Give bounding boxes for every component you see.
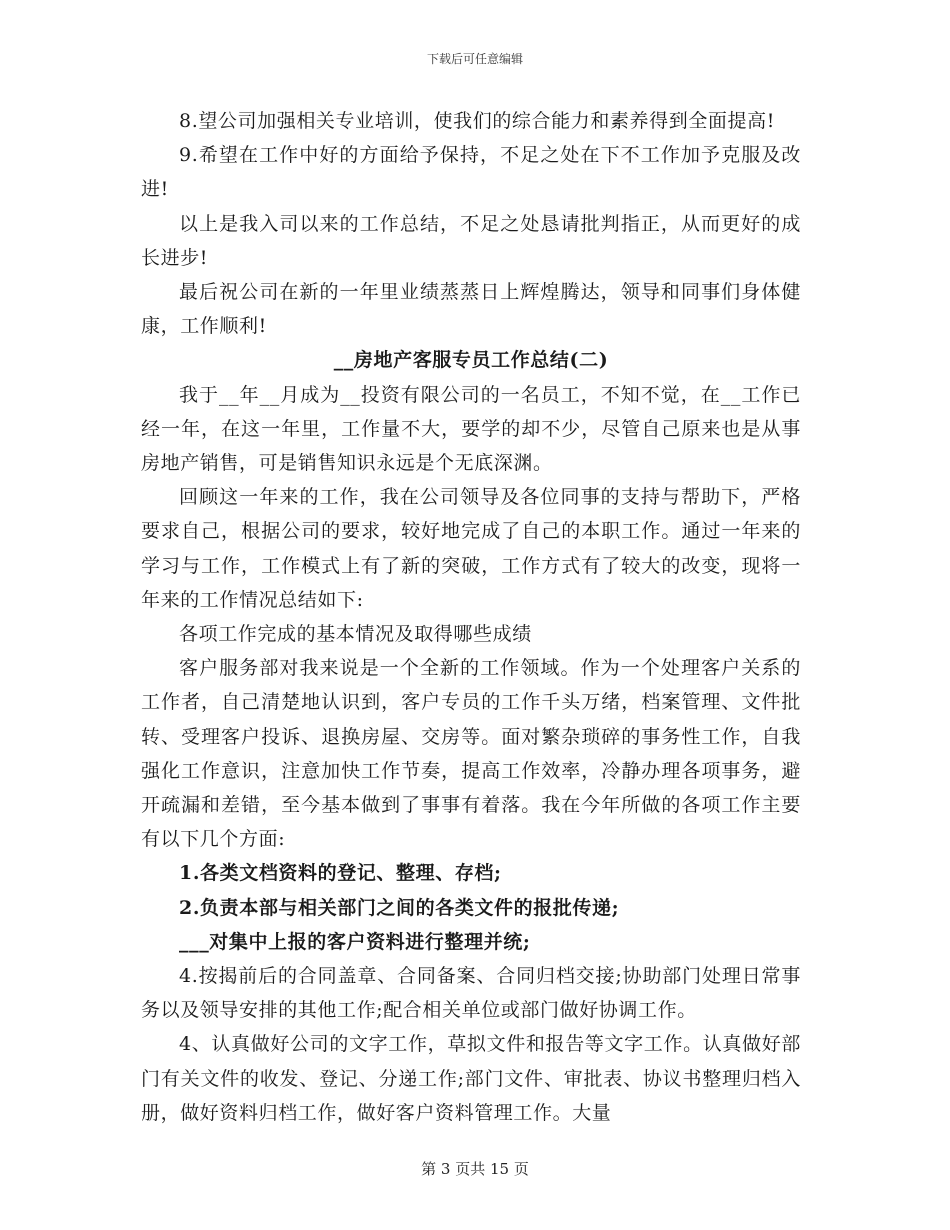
paragraph-intro: 我于__年__月成为__投资有限公司的一名员工，不知不觉，在__工作已经一年，在这一年里，工作量不大，要学的却不少，尽管自己原来也是从事房地产销售，可是销售知识永远是个无底深渊。 [141,383,801,475]
list-item-4-mortgage: 4.按揭前后的合同盖章、合同备案、合同归档交接;协助部门处理日常事务以及领导安排的其他工作;配合相关单位或部门做好协调工作。 [141,965,801,1022]
list-item-2: 2.负责本部与相关部门之间的各类文件的报批传递; [179,896,620,919]
subheading-achievements: 各项工作完成的基本情况及取得哪些成绩 [179,623,532,646]
section-title: __房地产客服专员工作总结(二) [333,349,609,372]
paragraph-customer-service: 客户服务部对我来说是一个全新的工作领域。作为一个处理客户关系的工作者，自己清楚地认识到，客户专员的工作千头万绪，档案管理、文件批转、受理客户投诉、退换房屋、交房等。面对繁杂琐碎的事务性工作，自我强化工作意识，注意加快工作节奏，提高工作效率，冷静办理各项事务，避开疏漏和差错，至今基本做到了事事有着落。我在今年所做的各项工作主要有以下几个方面: [141,657,801,851]
page-header-note: 下载后可任意编辑 [426,52,523,66]
list-item-3: ___对集中上报的客户资料进行整理并统; [179,930,531,953]
paragraph-review: 回顾这一年来的工作，我在公司领导及各位同事的支持与帮助下，严格要求自己，根据公司的要求，较好地完成了自己的本职工作。通过一年来的学习与工作，工作模式上有了新的突破，工作方式有了较大的改变，现将一年来的工作情况总结如下: [141,486,801,611]
paragraph-summary: 以上是我入司以来的工作总结，不足之处恳请批判指正，从而更好的成长进步! [141,212,801,269]
list-item-4-writing: 4、认真做好公司的文字工作，草拟文件和报告等文字工作。认真做好部门有关文件的收发、登记、分递工作;部门文件、审批表、协议书整理归档入册，做好资料归档工作，做好客户资料管理工作。大量 [141,1033,801,1124]
paragraph-closing: 最后祝公司在新的一年里业绩蒸蒸日上辉煌腾达，领导和同事们身体健康，工作顺利! [141,281,801,338]
paragraph-8: 8.望公司加强相关专业培训，使我们的综合能力和素养得到全面提高! [179,110,775,132]
paragraph-9: 9.希望在工作中好的方面给予保持，不足之处在下不工作加予克服及改进! [141,144,801,201]
list-item-1: 1.各类文档资料的登记、整理、存档; [179,862,502,885]
page-number: 第 3 页共 15 页 [421,1160,529,1178]
document-body [141,104,801,1130]
